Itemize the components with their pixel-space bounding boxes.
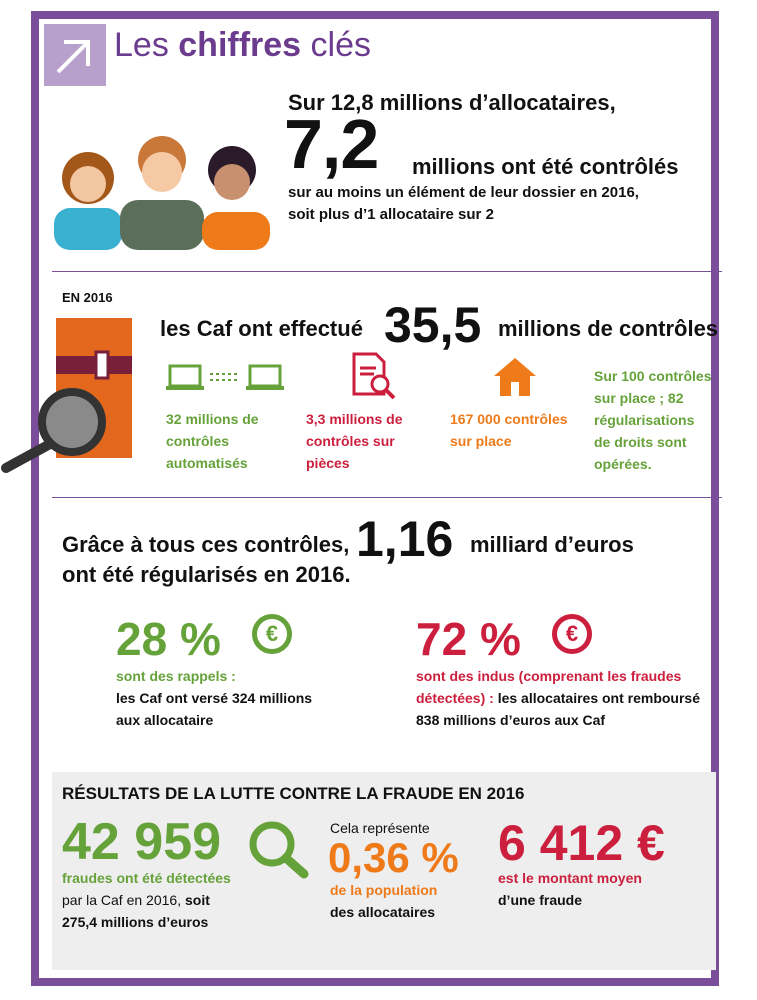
section2-headline-suffix: millions de contrôles bbox=[498, 316, 719, 341]
fraud-count: 42 959 bbox=[62, 813, 222, 871]
house-icon bbox=[492, 356, 538, 398]
indus-detail1: les allocataires ont remboursé bbox=[493, 690, 701, 706]
rappels-percent: 28 % bbox=[116, 613, 221, 665]
binder-search-icon bbox=[0, 318, 150, 478]
average-amount-detail: d’une fraude bbox=[498, 892, 583, 908]
item-regularisations-text: Sur 100 contrôles sur place ; 82 régularisations de droits sont opérées. bbox=[594, 368, 712, 472]
fraud-section-title: RÉSULTATS DE LA LUTTE CONTRE LA FRAUDE EN 2016 bbox=[62, 784, 525, 803]
section2-headline-prefix: les Caf ont effectué bbox=[160, 316, 363, 341]
rappels-detail1: les Caf ont versé 324 millions bbox=[116, 690, 313, 706]
indus-detail2: 838 millions d’euros aux Caf bbox=[416, 712, 606, 728]
section1-big-number: 7,2 bbox=[284, 105, 379, 183]
year-label: EN 2016 bbox=[62, 290, 113, 305]
document-search-icon bbox=[350, 352, 396, 400]
item-onsite-text: 167 000 contrôles sur place bbox=[450, 411, 568, 449]
rappels-detail2: aux allocataire bbox=[116, 712, 214, 728]
average-amount: 6 412 € bbox=[498, 815, 665, 871]
indus-line2 bbox=[416, 690, 700, 706]
section1-big-suffix: millions ont été contrôlés bbox=[412, 154, 679, 179]
item-automated-text: 32 millions de contrôles automatisés bbox=[166, 411, 259, 471]
fraud-count-detail1: par la Caf en 2016, bbox=[62, 892, 185, 908]
section3-line2: ont été régularisés en 2016. bbox=[62, 562, 351, 587]
indus-percent: 72 % bbox=[416, 613, 521, 665]
indus-label1: sont des indus (comprenant les fraudes bbox=[416, 668, 682, 684]
euro-red-icon bbox=[552, 614, 592, 654]
fraud-count-detail2: 275,4 millions d’euros bbox=[62, 914, 209, 930]
section3-line1-prefix: Grâce à tous ces contrôles, bbox=[62, 532, 350, 557]
people-illustration bbox=[52, 120, 272, 250]
section1-line4: soit plus d’1 allocataire sur 2 bbox=[288, 206, 494, 223]
section3-line1-number: 1,16 bbox=[356, 511, 454, 567]
rappels-label: sont des rappels : bbox=[116, 668, 236, 684]
euro-red-symbol: € bbox=[565, 621, 579, 646]
section3-line1-suffix: milliard d’euros bbox=[470, 532, 634, 557]
euro-green-symbol: € bbox=[265, 621, 279, 646]
section1-line3: sur au moins un élément de leur dossier en 2016, bbox=[288, 184, 639, 201]
page-title: Les chiffres clés bbox=[114, 26, 372, 64]
indus-label2: détectées) : bbox=[416, 690, 494, 706]
fraud-count-detail1-line bbox=[62, 892, 210, 908]
item-documents-text: 3,3 millions de contrôles sur pièces bbox=[306, 411, 403, 471]
fraud-count-label: fraudes ont été détectées bbox=[62, 870, 231, 886]
fraud-count-detail1-bold: soit bbox=[184, 892, 210, 908]
magnifier-green-icon bbox=[246, 818, 310, 880]
population-intro: Cela représente bbox=[330, 820, 430, 836]
average-amount-label: est le montant moyen bbox=[498, 870, 642, 886]
population-percent: 0,36 % bbox=[328, 834, 459, 881]
population-detail: des allocataires bbox=[330, 904, 436, 920]
divider-2 bbox=[52, 497, 722, 498]
section2-headline-number: 35,5 bbox=[384, 297, 482, 353]
arrow-logo-icon bbox=[44, 24, 106, 86]
laptops-exchange-icon bbox=[166, 362, 286, 396]
divider-1 bbox=[52, 271, 722, 272]
euro-green-icon bbox=[252, 614, 292, 654]
section1-line1: Sur 12,8 millions d’allocataires, bbox=[288, 90, 616, 115]
population-label: de la population bbox=[330, 882, 438, 898]
